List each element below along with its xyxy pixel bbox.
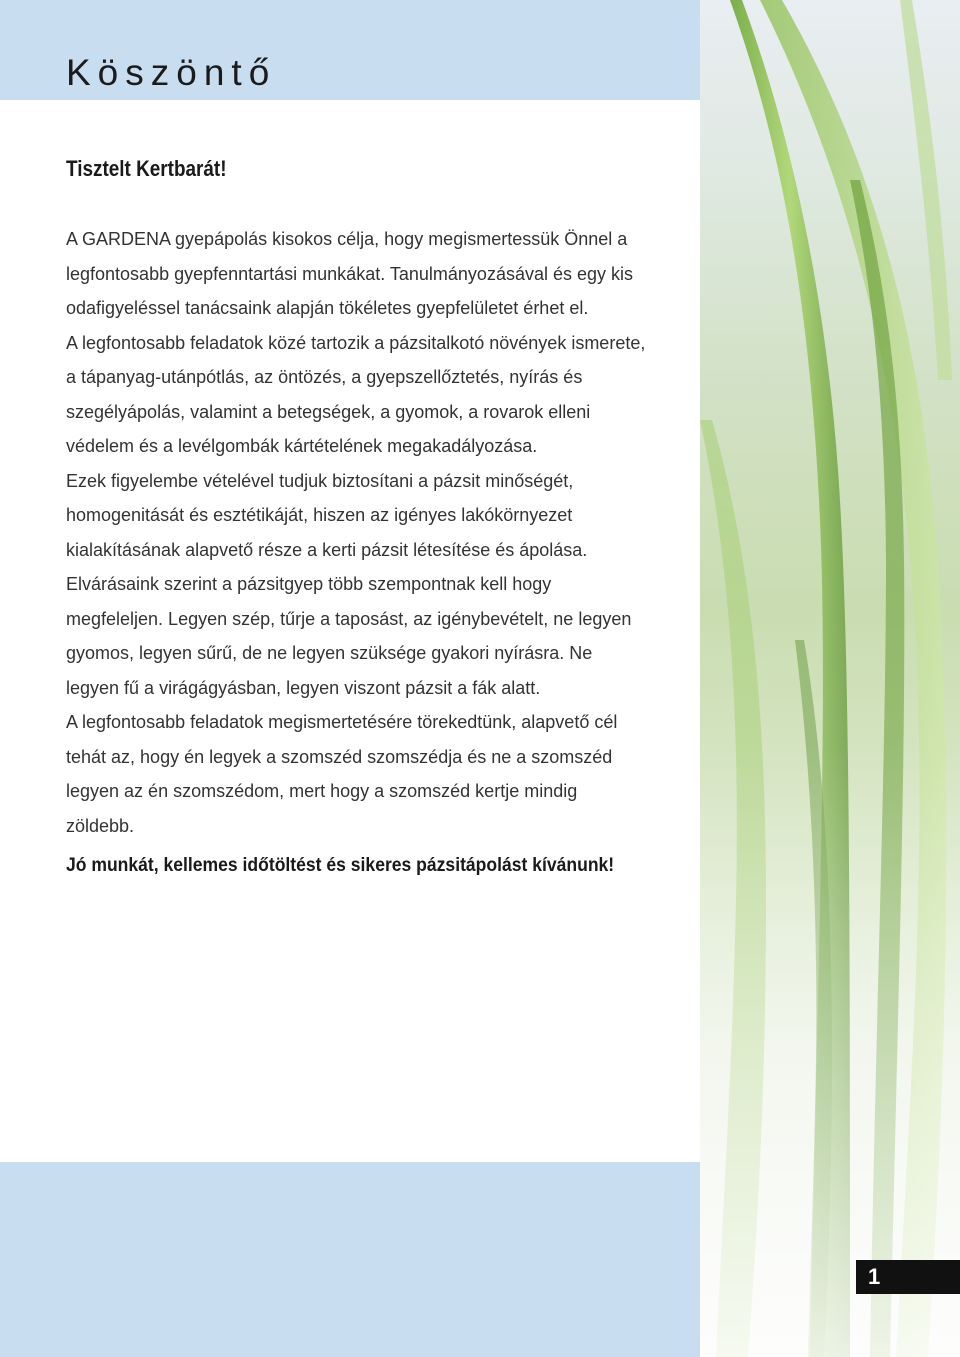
salutation: Tisztelt Kertbarát! [66,156,227,181]
page-number-badge: 1 [856,1260,960,1294]
paragraph: A GARDENA gyepápolás kisokos célja, hogy megismertessük Önnel a legfontosabb gyepfenntartási munkákat. Tanulmányozásával és egy kis odafigyeléssel tanácsaink alapján tökéletes gyepfelületet érhet el. [66,229,634,318]
paragraph: Ezek figyelembe vételével tudjuk biztosítani a pázsit minőségét, homogenitását és esztétikáját, hiszen az igényes lakókörnyezet kialakításának alapvető része a kerti pázsit létesítése és ápolása. [66,470,588,560]
paragraph: A legfontosabb feladatok közé tartozik a pázsitalkotó növények ismerete, a tápanyag-utánpótlás, az öntözés, a gyepszellőztetés, nyírás és szegélyápolás, valamint a betegségek, a gyomok, a rovarok elleni védelem és a levélgombák kártételének megakadályozása. [66,332,646,456]
grass-photo [700,0,960,1357]
grass-illustration [700,0,960,1357]
body-text [66,222,646,843]
page-title: Köszöntő [66,52,277,93]
closing-line: Jó munkát, kellemes időtöltést és sikeres pázsitápolást kívánunk! [66,854,615,876]
footer-band [0,1162,700,1357]
paragraph: Elvárásaink szerint a pázsitgyep több szempontnak kell hogy megfeleljen. Legyen szép, tűrje a taposást, az igénybevételt, ne legyen gyomos, legyen sűrű, de ne legyen szüksége gyakori nyírásra. Ne legyen fű a virágágyásban, legyen viszont pázsit a fák alatt. [66,574,632,698]
paragraph: A legfontosabb feladatok megismertetésére törekedtünk, alapvető cél tehát az, hogy én legyek a szomszéd szomszédja és ne a szomszéd legyen az én szomszédom, mert hogy a szomszéd kertje mindig zöldebb. [66,712,618,836]
